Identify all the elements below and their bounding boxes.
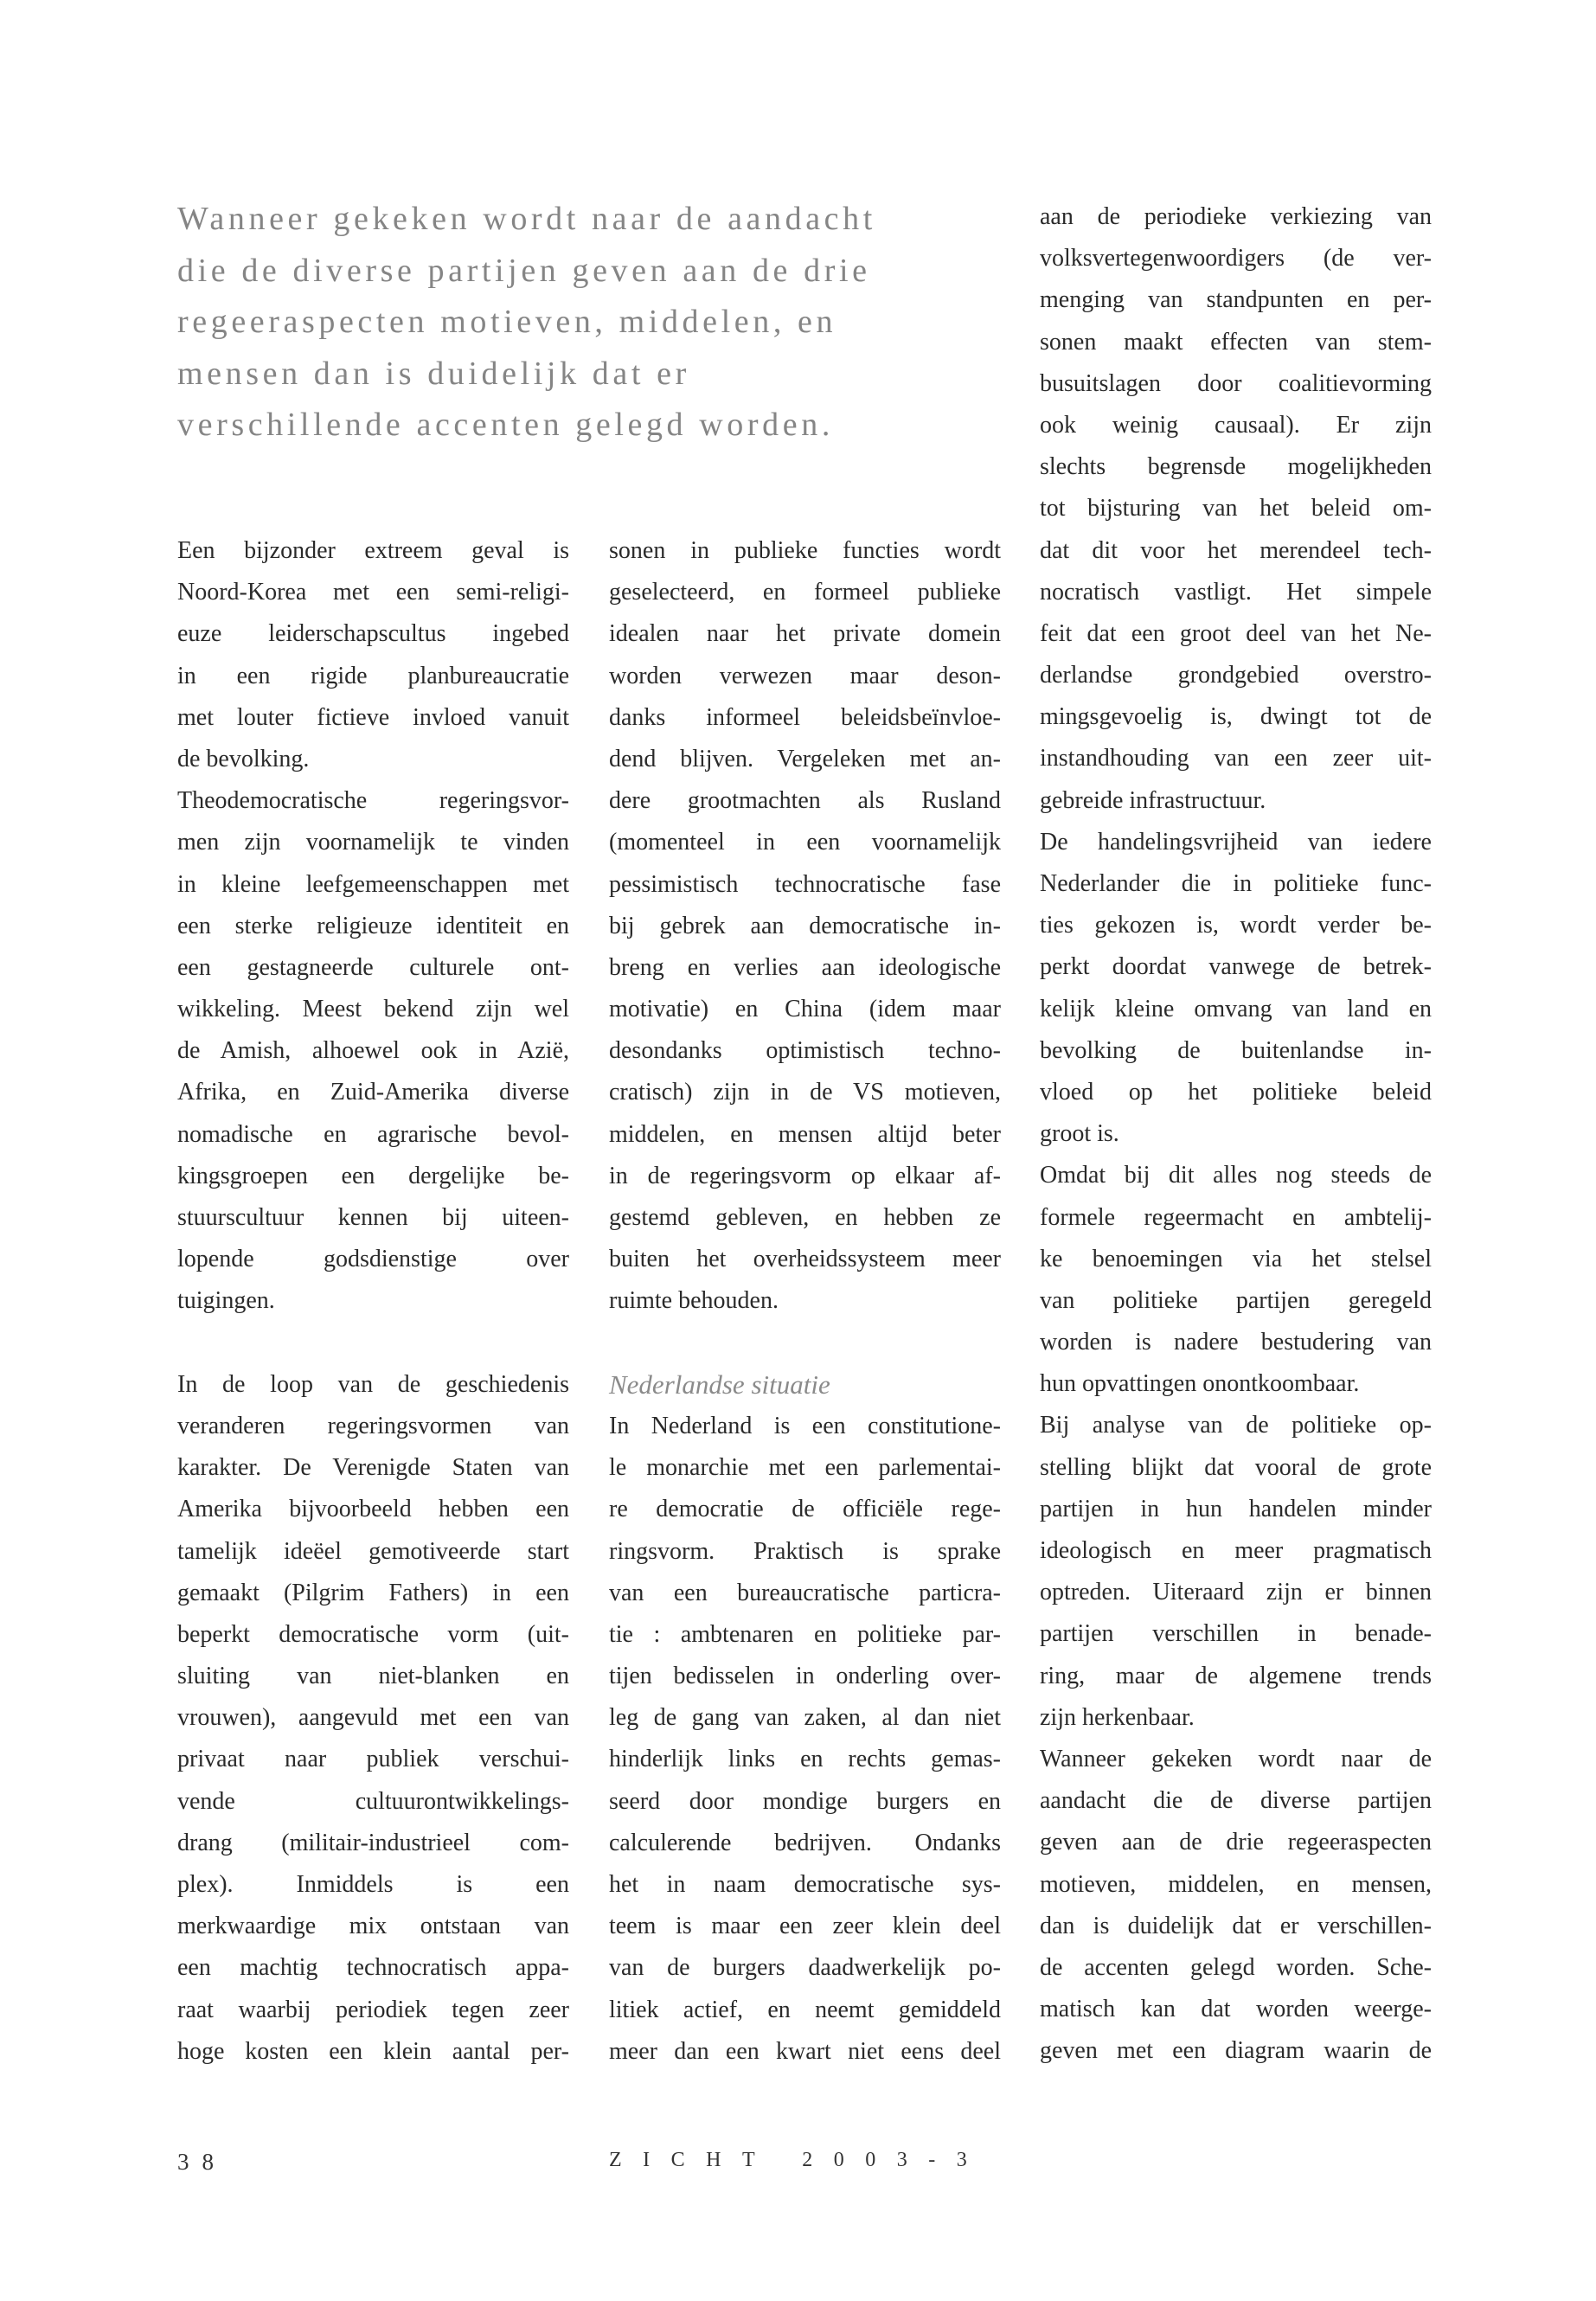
- text-line: ruimte behouden.: [609, 1287, 779, 1315]
- paragraph: [1040, 1155, 1432, 1405]
- text-line: buiten het overheidssysteem meer: [609, 1246, 1001, 1273]
- text-line: bevolking de buitenlandse in-: [1040, 1036, 1432, 1064]
- text-line: breng en verlies aan ideologische: [609, 953, 1001, 981]
- text-line: veranderen regeringsvormen van: [177, 1412, 569, 1439]
- text-line: in de regeringsvorm op elkaar af-: [609, 1162, 1001, 1189]
- text-line: idealen naar het private domein: [609, 620, 1001, 648]
- text-line: worden verwezen maar deson-: [609, 662, 1001, 689]
- text-line: in een rigide planbureaucratie: [177, 662, 569, 689]
- text-line: die de diverse partijen geven aan de drie: [177, 252, 871, 289]
- text-line: tie : ambtenaren en politieke par-: [609, 1620, 1001, 1648]
- text-line: verschillende accenten gelegd worden.: [177, 407, 834, 443]
- text-line: bij gebrek aan democratische in-: [609, 912, 1001, 939]
- text-line: tot bijsturing van het beleid om-: [1040, 495, 1432, 522]
- text-line: sonen maakt effecten van stem-: [1040, 328, 1432, 356]
- paragraph: [1040, 196, 1432, 822]
- text-line: teem is maar een zeer klein deel: [609, 1913, 1001, 1940]
- text-line: partijen in hun handelen minder: [1040, 1495, 1432, 1522]
- text-line: optreden. Uiteraard zijn er binnen: [1040, 1579, 1432, 1606]
- paragraph: [1040, 1739, 1432, 2073]
- text-line: cratisch) zijn in de VS motieven,: [609, 1079, 1001, 1106]
- text-line: men zijn voornamelijk te vinden: [177, 829, 569, 856]
- text-line: een gestagneerde culturele ont-: [177, 953, 569, 981]
- text-line: meer dan een kwart niet eens deel: [609, 2037, 1001, 2065]
- text-line: stuurscultuur kennen bij uiteen-: [177, 1204, 569, 1231]
- text-line: ringsvorm. Praktisch is sprake: [609, 1537, 1001, 1565]
- column-1: [177, 530, 569, 2073]
- text-line: stelling blijkt dat vooral de grote: [1040, 1453, 1432, 1481]
- text-line: volksvertegenwoordigers (de ver-: [1040, 245, 1432, 272]
- text-line: Amerika bijvoorbeeld hebben een: [177, 1496, 569, 1523]
- text-line: derlandse grondgebied overstro-: [1040, 662, 1432, 689]
- text-line: dere grootmachten als Rusland: [609, 787, 1001, 815]
- text-line: het in naam democratische sys-: [609, 1871, 1001, 1898]
- paragraph: [609, 1406, 1001, 2073]
- text-line: karakter. De Verenigde Staten van: [177, 1454, 569, 1482]
- text-line: regeeraspecten motieven, middelen, en: [177, 304, 837, 340]
- text-line: kingsgroepen een dergelijke be-: [177, 1162, 569, 1189]
- text-line: merkwaardige mix ontstaan van: [177, 1913, 569, 1940]
- text-line: nocratisch vastligt. Het simpele: [1040, 578, 1432, 606]
- text-line: de Amish, alhoewel ook in Azië,: [177, 1037, 569, 1065]
- paragraph: [177, 530, 569, 780]
- paragraph: [1040, 822, 1432, 1156]
- text-line: Een bijzonder extreem geval is: [177, 537, 569, 564]
- text-line: pessimistisch technocratische fase: [609, 870, 1001, 898]
- text-line: litiek actief, en neemt gemiddeld: [609, 1996, 1001, 2023]
- paragraph: [177, 780, 569, 1322]
- text-line: hun opvattingen onontkoombaar.: [1040, 1370, 1360, 1398]
- text-line: mensen dan is duidelijk dat er: [177, 355, 690, 392]
- text-line: re democratie de officiële rege-: [609, 1496, 1001, 1523]
- text-line: dan is duidelijk dat er verschillen-: [1040, 1912, 1432, 1939]
- page-number: 38: [177, 2149, 227, 2175]
- text-line: wikkeling. Meest bekend zijn wel: [177, 996, 569, 1023]
- text-line: geven met een diagram waarin de: [1040, 2037, 1432, 2065]
- text-line: In Nederland is een constitutione-: [609, 1412, 1001, 1439]
- text-line: feit dat een groot deel van het Ne-: [1040, 619, 1432, 647]
- text-line: middelen, en mensen altijd beter: [609, 1120, 1001, 1148]
- text-line: partijen verschillen in benade-: [1040, 1620, 1432, 1648]
- text-line: ring, maar de algemene trends: [1040, 1662, 1432, 1689]
- text-line: in kleine leefgemeenschappen met: [177, 870, 569, 898]
- text-line: Omdat bij dit alles nog steeds de: [1040, 1162, 1432, 1189]
- text-line: geselecteerd, en formeel publieke: [609, 579, 1001, 606]
- text-line: lopende godsdienstige over: [177, 1246, 569, 1273]
- text-line: groot is.: [1040, 1120, 1119, 1148]
- text-line: sonen in publieke functies wordt: [609, 537, 1001, 564]
- text-line: hinderlijk links en rechts gemas-: [609, 1746, 1001, 1773]
- column-2: [609, 530, 1001, 2073]
- section-heading: Nederlandse situatie: [609, 1368, 830, 1400]
- text-line: slechts begrensde mogelijkheden: [1040, 453, 1432, 481]
- text-line: privaat naar publiek verschui-: [177, 1746, 569, 1773]
- text-line: raat waarbij periodiek tegen zeer: [177, 1996, 569, 2023]
- text-line: busuitslagen door coalitievorming: [1040, 369, 1432, 397]
- text-line: Bij analyse van de politieke op-: [1040, 1412, 1432, 1439]
- text-line: Nederlander die in politieke func-: [1040, 870, 1432, 897]
- paragraph: [609, 530, 1001, 1323]
- text-line: perkt doordat vanwege de betrek-: [1040, 953, 1432, 981]
- text-line: worden is nadere bestudering van: [1040, 1329, 1432, 1356]
- text-line: formele regeermacht en ambtelij-: [1040, 1203, 1432, 1231]
- text-line: desondanks optimistisch techno-: [609, 1037, 1001, 1065]
- text-line: vrouwen), aangevuld met een van: [177, 1704, 569, 1732]
- text-line: vende cultuurontwikkelings-: [177, 1787, 569, 1815]
- text-line: tamelijk ideëel gemotiveerde start: [177, 1537, 569, 1565]
- text-line: ideologisch en meer pragmatisch: [1040, 1537, 1432, 1564]
- text-line: gestemd gebleven, en hebben ze: [609, 1204, 1001, 1231]
- text-line: motivatie) en China (idem maar: [609, 996, 1001, 1023]
- text-line: Noord-Korea met een semi-religi-: [177, 579, 569, 606]
- text-line: gemaakt (Pilgrim Fathers) in een: [177, 1579, 569, 1606]
- text-line: een sterke religieuze identiteit en: [177, 912, 569, 939]
- text-line: mingsgevoelig is, dwingt tot de: [1040, 703, 1432, 731]
- text-line: tijen bedisselen in onderling over-: [609, 1663, 1001, 1690]
- column-3: [1040, 196, 1432, 2072]
- text-line: Wanneer gekeken wordt naar de: [1040, 1745, 1432, 1772]
- text-line: plex). Inmiddels is een: [177, 1871, 569, 1898]
- text-line: een machtig technocratisch appa-: [177, 1954, 569, 1982]
- paragraph: [1040, 1405, 1432, 1739]
- text-line: beperkt democratische vorm (uit-: [177, 1620, 569, 1648]
- text-line: In de loop van de geschiedenis: [177, 1370, 569, 1398]
- text-line: seerd door mondige burgers en: [609, 1787, 1001, 1815]
- text-line: de accenten gelegd worden. Sche-: [1040, 1953, 1432, 1981]
- text-line: ties gekozen is, wordt verder be-: [1040, 912, 1432, 939]
- text-line: le monarchie met een parlementai-: [609, 1454, 1001, 1482]
- text-line: danks informeel beleidsbeïnvloe-: [609, 703, 1001, 731]
- text-line: euze leiderschapscultus ingebed: [177, 620, 569, 648]
- pull-quote: [177, 194, 1025, 452]
- text-line: de bevolking.: [177, 745, 310, 772]
- text-line: met louter fictieve invloed vanuit: [177, 703, 569, 731]
- text-line: instandhouding van een zeer uit-: [1040, 745, 1432, 772]
- text-line: gebreide infrastructuur.: [1040, 786, 1266, 814]
- text-line: dend blijven. Vergeleken met an-: [609, 745, 1001, 772]
- text-line: tuigingen.: [177, 1287, 275, 1315]
- text-line: van de burgers daadwerkelijk po-: [609, 1954, 1001, 1982]
- text-line: kelijk kleine omvang van land en: [1040, 995, 1432, 1022]
- text-line: calculerende bedrijven. Ondanks: [609, 1829, 1001, 1856]
- text-line: van politieke partijen geregeld: [1040, 1286, 1432, 1314]
- text-line: aandacht die de diverse partijen: [1040, 1787, 1432, 1815]
- text-line: drang (militair-industrieel com-: [177, 1829, 569, 1856]
- text-line: nomadische en agrarische bevol-: [177, 1120, 569, 1148]
- text-line: (momenteel in een voornamelijk: [609, 829, 1001, 856]
- text-line: Wanneer gekeken wordt naar de aandacht: [177, 201, 876, 237]
- text-line: vloed op het politieke beleid: [1040, 1078, 1432, 1106]
- text-line: geven aan de drie regeeraspecten: [1040, 1829, 1432, 1856]
- text-line: van een bureaucratische particra-: [609, 1579, 1001, 1606]
- text-line: aan de periodieke verkiezing van: [1040, 203, 1432, 230]
- text-line: Afrika, en Zuid-Amerika diverse: [177, 1079, 569, 1106]
- text-line: zijn herkenbaar.: [1040, 1703, 1195, 1731]
- text-line: motieven, middelen, en mensen,: [1040, 1870, 1432, 1898]
- magazine-issue: ZICHT 2003-3: [609, 2149, 989, 2171]
- text-line: Theodemocratische regeringsvor-: [177, 787, 569, 815]
- text-line: De handelingsvrijheid van iedere: [1040, 828, 1432, 856]
- text-line: ke benoemingen via het stelsel: [1040, 1245, 1432, 1272]
- text-line: leg de gang van zaken, al dan niet: [609, 1704, 1001, 1732]
- text-line: dat dit voor het merendeel tech-: [1040, 536, 1432, 564]
- text-line: hoge kosten een klein aantal per-: [177, 2037, 569, 2065]
- text-line: matisch kan dat worden weerge-: [1040, 1996, 1432, 2023]
- text-line: sluiting van niet-blanken en: [177, 1663, 569, 1690]
- text-line: ook weinig causaal). Er zijn: [1040, 411, 1432, 439]
- paragraph: [177, 1364, 569, 2073]
- text-line: menging van standpunten en per-: [1040, 286, 1432, 314]
